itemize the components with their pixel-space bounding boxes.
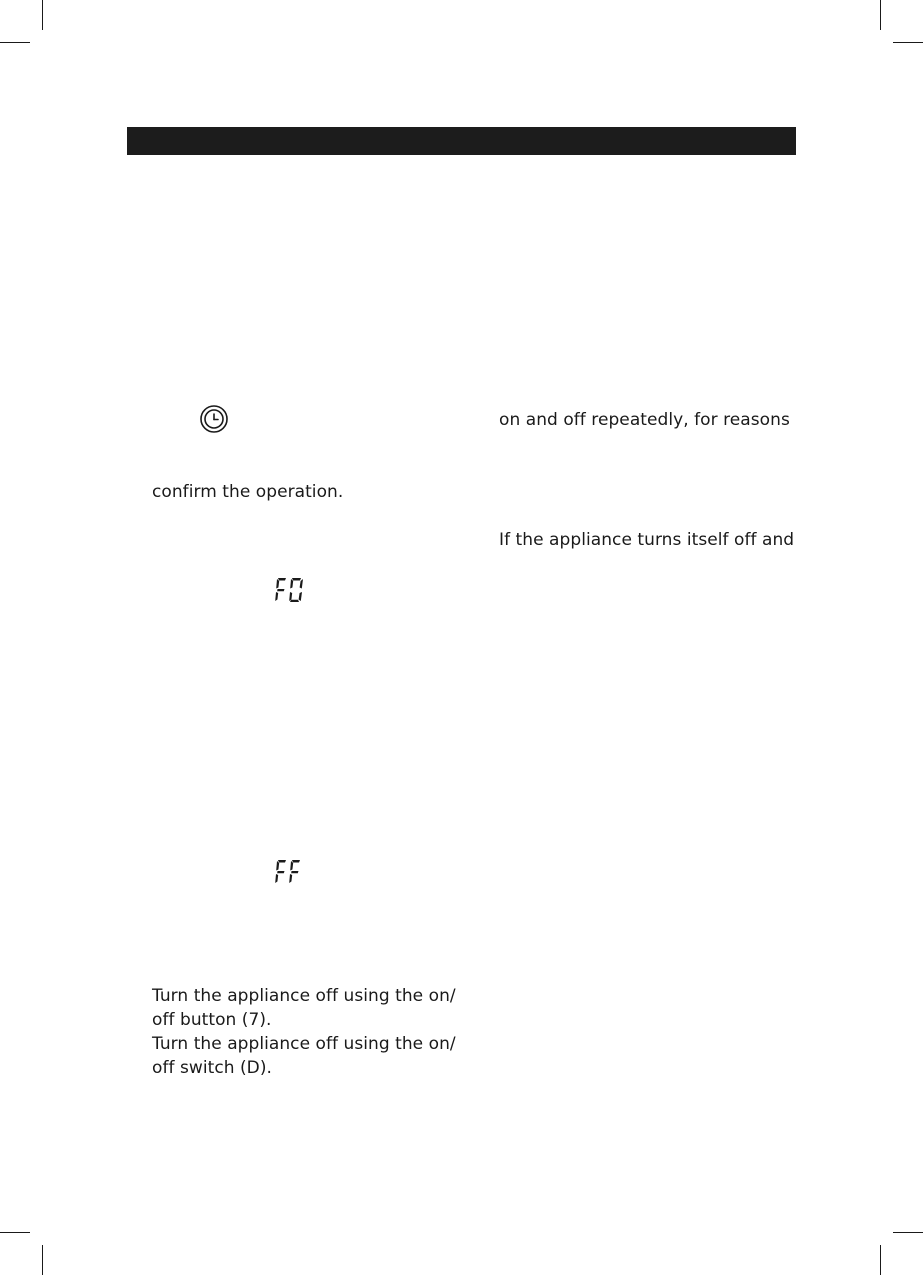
- display-f0-icon: [273, 576, 307, 604]
- crop-mark-top-right-horizontal: [893, 42, 923, 43]
- section-header-bar: [127, 127, 796, 155]
- instruction-line-4: off switch (D).: [152, 1058, 272, 1078]
- crop-mark-bottom-right-vertical: [880, 1245, 881, 1275]
- confirm-operation-text: confirm the operation.: [152, 482, 344, 502]
- crop-mark-bottom-left-horizontal: [0, 1232, 30, 1233]
- crop-mark-top-left-horizontal: [0, 42, 30, 43]
- right-text-line-1: on and off repeatedly, for reasons: [499, 410, 790, 430]
- instruction-line-3: Turn the appliance off using the on/: [152, 1034, 456, 1054]
- display-ff-icon: [273, 858, 307, 886]
- right-text-line-2: If the appliance turns itself off and: [499, 530, 795, 550]
- instruction-line-1: Turn the appliance off using the on/: [152, 986, 456, 1006]
- instruction-line-2: off button (7).: [152, 1010, 272, 1030]
- crop-mark-bottom-right-horizontal: [893, 1232, 923, 1233]
- crop-mark-top-right-vertical: [880, 0, 881, 30]
- crop-mark-bottom-left-vertical: [42, 1245, 43, 1275]
- crop-mark-top-left-vertical: [42, 0, 43, 30]
- clock-icon: [199, 404, 229, 434]
